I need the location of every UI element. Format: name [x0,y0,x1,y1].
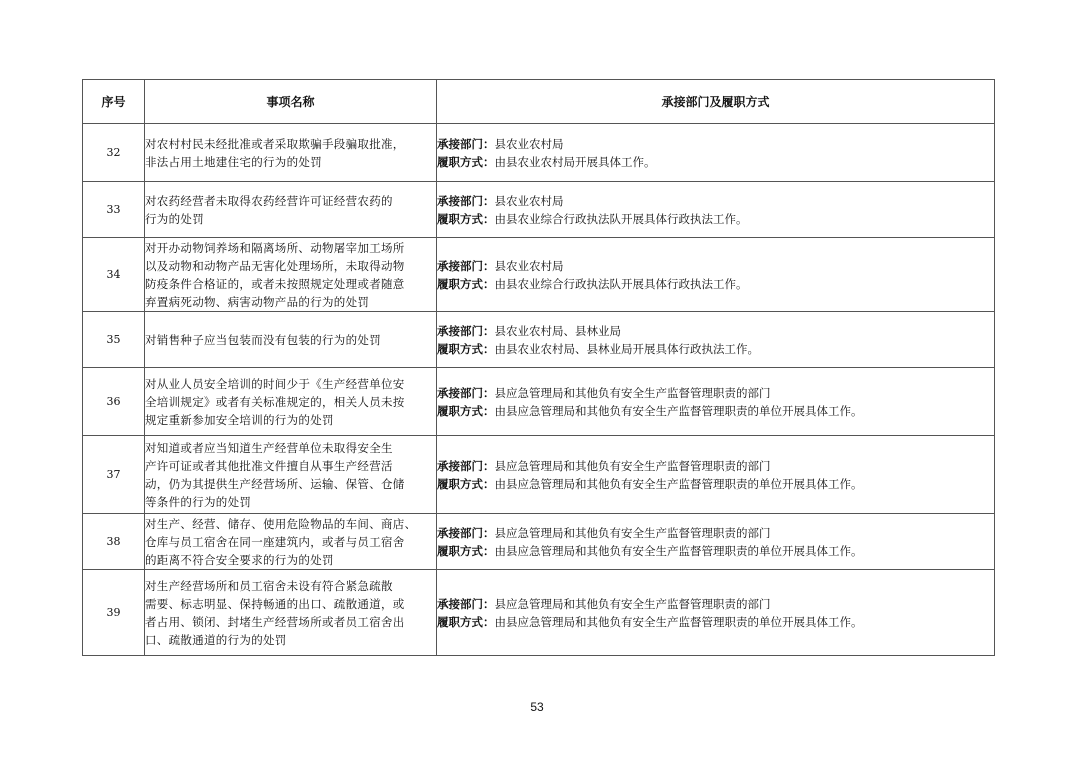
row-serial-number: 32 [83,124,145,182]
department-value: 县农业农村局、县林业局 [494,323,621,338]
method-value: 由县农业农村局、县林业局开展具体行政执法工作。 [494,341,759,356]
row-item-name [145,124,437,182]
header-serial-number: 序号 [83,80,145,124]
method-line [437,402,994,420]
item-name-line: 产许可证或者其他批准文件擅自从事生产经营活 [145,458,393,473]
item-name-line: 对生产、经营、储存、使用危险物品的车间、商店、 [145,516,417,531]
method-label: 履职方式： [437,543,495,558]
method-label: 履职方式： [437,403,495,418]
table-row [83,368,995,436]
table-row [83,124,995,182]
item-name-line: 对农药经营者未取得农药经营许可证经营农药的 [145,193,393,208]
item-name-line: 口、疏散通道的行为的处罚 [145,632,287,647]
row-department-method [437,124,995,182]
department-line [437,135,994,153]
department-label: 承接部门： [437,258,495,273]
method-label: 履职方式： [437,614,495,629]
row-serial-number: 38 [83,514,145,570]
table-row [83,312,995,368]
row-serial-number: 35 [83,312,145,368]
department-label: 承接部门： [437,458,495,473]
item-name-line: 规定重新参加安全培训的行为的处罚 [145,412,334,427]
item-name-line: 对开办动物饲养场和隔离场所、动物屠宰加工场所 [145,240,405,255]
department-line [437,384,994,402]
item-name-line: 对知道或者应当知道生产经营单位未取得安全生 [145,440,393,455]
department-line [437,257,994,275]
method-value: 由县农业综合行政执法队开展具体行政执法工作。 [494,211,748,226]
row-department-method [437,514,995,570]
department-value: 县应急管理局和其他负有安全生产监督管理职责的部门 [494,458,771,473]
item-name-line: 全培训规定》或者有关标准规定的，相关人员未按 [145,394,405,409]
method-line [437,475,994,493]
item-name-line: 仓库与员工宿舍在同一座建筑内，或者与员工宿舍 [145,534,405,549]
department-value: 县农业农村局 [494,193,564,208]
items-table [82,79,995,656]
department-label: 承接部门： [437,525,495,540]
row-department-method [437,312,995,368]
header-item-name: 事项名称 [145,80,437,124]
row-serial-number: 36 [83,368,145,436]
table-row [83,570,995,656]
row-department-method [437,570,995,656]
row-serial-number: 39 [83,570,145,656]
row-serial-number: 33 [83,182,145,238]
item-name-line: 以及动物和动物产品无害化处理场所，未取得动物 [145,258,405,273]
row-item-name [145,238,437,312]
method-value: 由县农业农村局开展具体工作。 [494,154,656,169]
method-value: 由县应急管理局和其他负有安全生产监督管理职责的单位开展具体工作。 [494,543,863,558]
row-item-name [145,436,437,514]
department-line [437,524,994,542]
header-department-method: 承接部门及履职方式 [437,80,995,124]
department-label: 承接部门： [437,323,495,338]
item-name-line: 对生产经营场所和员工宿舍未设有符合紧急疏散 [145,578,393,593]
department-value: 县农业农村局 [494,136,564,151]
method-line [437,613,994,631]
table-row [83,436,995,514]
method-label: 履职方式： [437,276,495,291]
method-line [437,542,994,560]
page-number: 53 [530,700,544,714]
department-line [437,595,994,613]
method-value: 由县应急管理局和其他负有安全生产监督管理职责的单位开展具体工作。 [494,614,863,629]
item-name-line: 等条件的行为的处罚 [145,494,252,509]
method-value: 由县应急管理局和其他负有安全生产监督管理职责的单位开展具体工作。 [494,403,863,418]
department-line [437,322,994,340]
department-value: 县应急管理局和其他负有安全生产监督管理职责的部门 [494,596,771,611]
method-label: 履职方式： [437,211,495,226]
row-item-name [145,570,437,656]
method-label: 履职方式： [437,341,495,356]
item-name-line: 对从业人员安全培训的时间少于《生产经营单位安 [145,376,405,391]
row-serial-number: 34 [83,238,145,312]
method-line [437,340,994,358]
item-name-line: 需要、标志明显、保持畅通的出口、疏散通道，或 [145,596,405,611]
method-label: 履职方式： [437,476,495,491]
row-item-name [145,514,437,570]
department-label: 承接部门： [437,193,495,208]
department-label: 承接部门： [437,136,495,151]
department-value: 县应急管理局和其他负有安全生产监督管理职责的部门 [494,525,771,540]
row-department-method [437,182,995,238]
row-item-name [145,312,437,368]
row-department-method [437,238,995,312]
item-name-line: 的距离不符合安全要求的行为的处罚 [145,552,334,567]
item-name-line: 动，仍为其提供生产经营场所、运输、保管、仓储 [145,476,405,491]
row-serial-number: 37 [83,436,145,514]
method-line [437,153,994,171]
method-value: 由县农业综合行政执法队开展具体行政执法工作。 [494,276,748,291]
department-label: 承接部门： [437,596,495,611]
item-name-line: 防疫条件合格证的，或者未按照规定处理或者随意 [145,276,405,291]
department-value: 县农业农村局 [494,258,564,273]
table-header-row [83,80,995,124]
department-value: 县应急管理局和其他负有安全生产监督管理职责的部门 [494,385,771,400]
table-row [83,182,995,238]
item-name-line: 行为的处罚 [145,211,204,226]
row-department-method [437,368,995,436]
department-label: 承接部门： [437,385,495,400]
item-name-line: 弃置病死动物、病害动物产品的行为的处罚 [145,294,370,309]
method-line [437,275,994,293]
row-department-method [437,436,995,514]
row-item-name [145,182,437,238]
item-name-line: 对农村村民未经批准或者采取欺骗手段骗取批准， [145,136,405,151]
item-name-line: 非法占用土地建住宅的行为的处罚 [145,154,322,169]
item-name-line: 者占用、锁闭、封堵生产经营场所或者员工宿舍出 [145,614,405,629]
row-item-name [145,368,437,436]
table-row [83,238,995,312]
method-line [437,210,994,228]
item-name-line: 对销售种子应当包装而没有包装的行为的处罚 [145,332,381,347]
table-row [83,514,995,570]
department-line [437,192,994,210]
method-label: 履职方式： [437,154,495,169]
method-value: 由县应急管理局和其他负有安全生产监督管理职责的单位开展具体工作。 [494,476,863,491]
department-line [437,457,994,475]
